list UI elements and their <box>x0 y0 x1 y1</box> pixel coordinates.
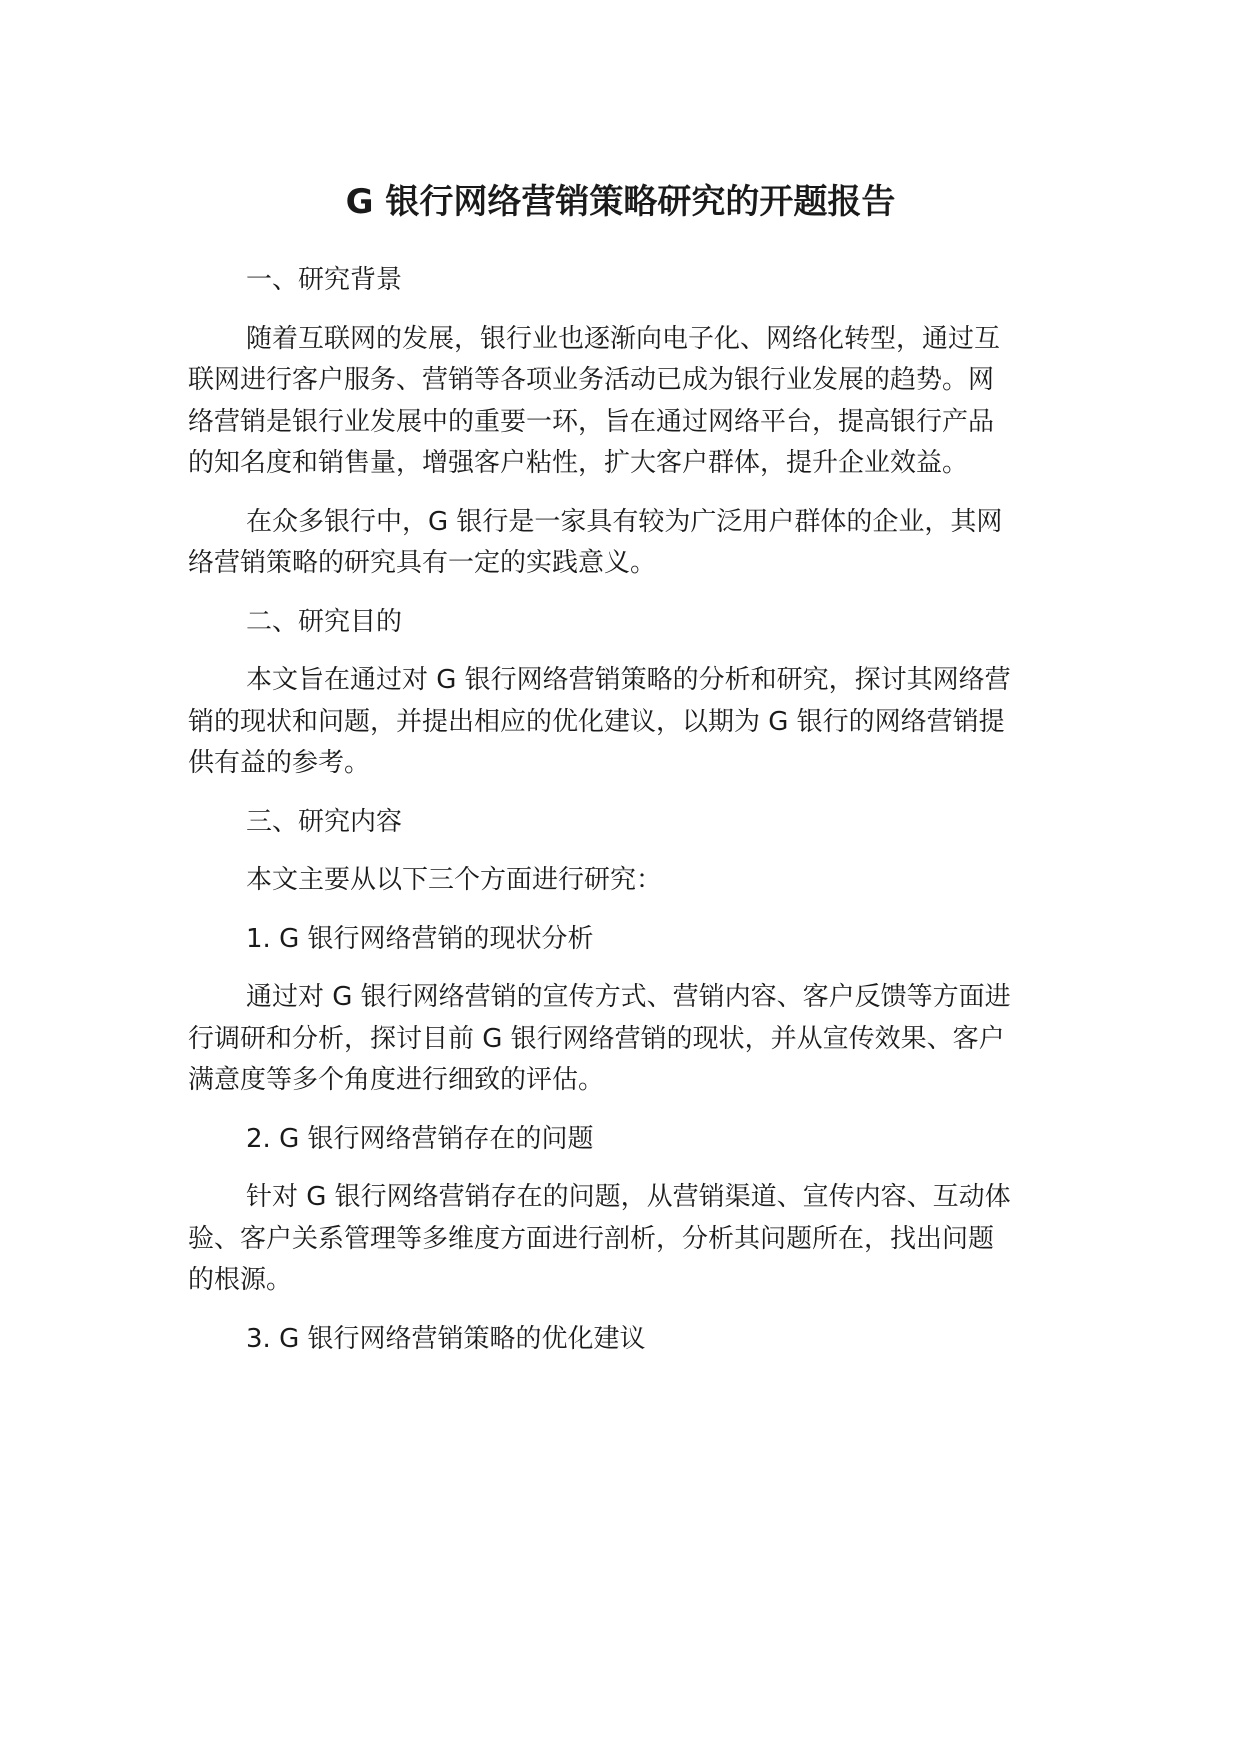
paragraph-line: 满意度等多个角度进行细致的评估。 <box>188 1065 605 1095</box>
section-heading-background: 一、研究背景 <box>246 265 403 295</box>
paragraph-line: 联网进行客户服务、营销等各项业务活动已成为银行业发展的趋势。网 <box>188 365 995 395</box>
subsection-heading-2: 2. G 银行网络营销存在的问题 <box>246 1124 594 1154</box>
paragraph-line: 络营销策略的研究具有一定的实践意义。 <box>188 548 657 578</box>
subsection-heading-1: 1. G 银行网络营销的现状分析 <box>246 924 594 954</box>
paragraph-line: 络营销是银行业发展中的重要一环，旨在通过网络平台，提高银行产品 <box>188 407 995 437</box>
paragraph-line: 的根源。 <box>188 1265 293 1295</box>
paragraph-line: 行调研和分析，探讨目前 G 银行网络营销的现状，并从宣传效果、客户 <box>188 1024 1005 1054</box>
section-heading-content: 三、研究内容 <box>246 807 403 837</box>
paragraph-line: 销的现状和问题，并提出相应的优化建议，以期为 G 银行的网络营销提 <box>188 707 1005 737</box>
paragraph-line: 供有益的参考。 <box>188 748 371 778</box>
paragraph-line: 在众多银行中，G 银行是一家具有较为广泛用户群体的企业，其网 <box>246 507 1003 537</box>
paragraph-line: 本文旨在通过对 G 银行网络营销策略的分析和研究，探讨其网络营 <box>246 665 1011 695</box>
paragraph-line: 针对 G 银行网络营销存在的问题，从营销渠道、宣传内容、互动体 <box>246 1182 1011 1212</box>
document-title: G 银行网络营销策略研究的开题报告 <box>345 182 896 222</box>
paragraph-line: 的知名度和销售量，增强客户粘性，扩大客户群体，提升企业效益。 <box>188 448 969 478</box>
paragraph-line: 本文主要从以下三个方面进行研究： <box>246 865 663 895</box>
paragraph-line: 验、客户关系管理等多维度方面进行剖析，分析其问题所在，找出问题 <box>188 1224 995 1254</box>
subsection-heading-3: 3. G 银行网络营销策略的优化建议 <box>246 1324 646 1354</box>
paragraph-line: 随着互联网的发展，银行业也逐渐向电子化、网络化转型，通过互 <box>246 324 1001 354</box>
section-heading-purpose: 二、研究目的 <box>246 607 403 637</box>
paragraph-line: 通过对 G 银行网络营销的宣传方式、营销内容、客户反馈等方面进 <box>246 982 1011 1012</box>
